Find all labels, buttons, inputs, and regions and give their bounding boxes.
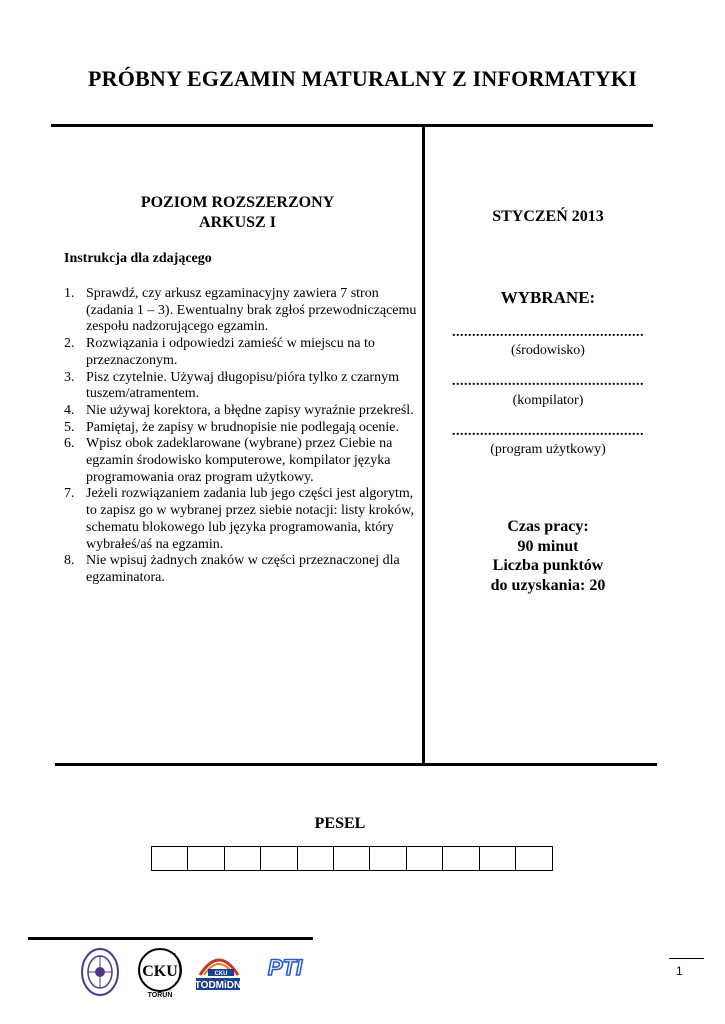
exam-date: STYCZEŃ 2013 [492,208,604,225]
page-number-rule [669,958,704,959]
seal-icon [80,947,120,997]
level-line: POZIOM ROZSZERZONY [140,194,335,211]
instruction-number: 2. [64,336,75,352]
instruction-text: Pisz czytelnie. Używaj długopisu/pióra tylko z czarnym tuszem/atramentem. [86,369,399,402]
instruction-number: 7. [64,486,75,502]
instruction-item [64,403,420,420]
exam-level [60,193,415,233]
todmidn-logo [194,945,244,995]
exam-time-block [428,517,668,595]
points-label: Liczba punktów [492,557,604,574]
todmidn-logo-icon [194,945,244,995]
compiler-field-label: (kompilator) [512,393,584,408]
pesel-digit-cell[interactable] [188,847,224,870]
pesel-digit-cell[interactable] [370,847,406,870]
cku-torun-logo [134,947,190,999]
pesel-digit-cell[interactable] [407,847,443,870]
pesel-digit-cell[interactable] [225,847,261,870]
instruction-number: 3. [64,369,75,385]
program-field-label: (program użytkowy) [490,442,606,457]
sheet-line: ARKUSZ I [199,214,276,231]
pesel-digit-cell[interactable] [443,847,479,870]
page-title: PRÓBNY EGZAMIN MATURALNY Z INFORMATYKI [87,66,638,91]
instruction-text: Nie wpisuj żadnych znaków w części przeznaczonej dla egzaminatora. [86,553,400,585]
instruction-item [64,286,420,336]
pesel-digit-cell[interactable] [298,847,334,870]
instruction-text: Pamiętaj, że zapisy w brudnopisie nie podlegają ocenie. [86,419,399,435]
instruction-number: 8. [64,553,75,569]
instruction-item [64,370,420,403]
instruction-text: Sprawdź, czy arkusz egzaminacyjny zawiera 7 stron (zadania 1 – 3). Ewentualny brak zgłoś przewodniczącemu zespołu nadzorującego egzamin. [86,286,417,335]
instructions-heading: Instrukcja dla zdającego [64,251,212,266]
instruction-number: 6. [64,436,75,452]
points-value: do uzyskania: 20 [490,576,606,594]
pti-logo-text: PTI [267,955,303,979]
pesel-digit-cell[interactable] [516,847,552,870]
page-number: 1 [676,964,683,978]
pesel-digit-cell[interactable] [261,847,297,870]
environment-field-label: (środowisko) [511,343,585,358]
pti-logo [256,955,314,979]
time-label: Czas pracy: [507,518,589,535]
instruction-item [64,420,420,437]
instruction-number: 5. [64,419,75,435]
instruction-item [64,553,420,586]
pesel-digit-cell[interactable] [152,847,188,870]
instruction-text: Wpisz obok zadeklarowane (wybrane) przez Ciebie na egzamin środowisko komputerowe, kompilator języka programowania oraz program użytkowy. [86,436,393,485]
instruction-item [64,336,420,369]
pesel-digit-cell[interactable] [334,847,370,870]
instruction-number: 1. [64,286,75,301]
pesel-digit-cell[interactable] [480,847,516,870]
cku-logo-subtext: TORUŃ [147,992,173,999]
program-field-line[interactable]: ................................................ [452,424,644,439]
pti-logo-icon [256,955,314,979]
instruction-item [64,486,420,553]
instruction-text: Jeżeli rozwiązaniem zadania lub jego części jest algorytm, to zapisz go w wybranej przez siebie notacji: listy kroków, schematu blokowego lub języka programowania, który wybrałeś/aś na egzamin. [86,486,414,552]
top-divider [51,124,653,127]
time-value: 90 minut [517,537,579,555]
compiler-field-line[interactable]: ................................................ [452,374,644,389]
footer-rule [28,937,313,940]
instructions-list [64,286,420,587]
instruction-number: 4. [64,402,75,418]
chosen-heading: WYBRANE: [500,288,596,307]
university-seal-logo [80,947,120,997]
todmidn-logo-text: TODMiDN [194,980,242,991]
instruction-item [64,436,420,486]
column-divider [422,126,425,766]
pesel-grid [151,846,553,871]
todmidn-logo-top-text: CKU [214,971,228,977]
cku-logo-text: CKU [142,963,178,980]
instruction-text: Rozwiązania i odpowiedzi zamieść w miejscu na to przeznaczonym. [86,336,375,368]
cku-logo-icon [134,947,190,999]
instruction-text: Nie używaj korektora, a błędne zapisy wyraźnie przekreśl. [86,402,414,418]
pesel-label: PESEL [314,815,366,832]
bottom-divider [55,763,657,766]
environment-field-line[interactable]: ................................................ [452,325,644,340]
